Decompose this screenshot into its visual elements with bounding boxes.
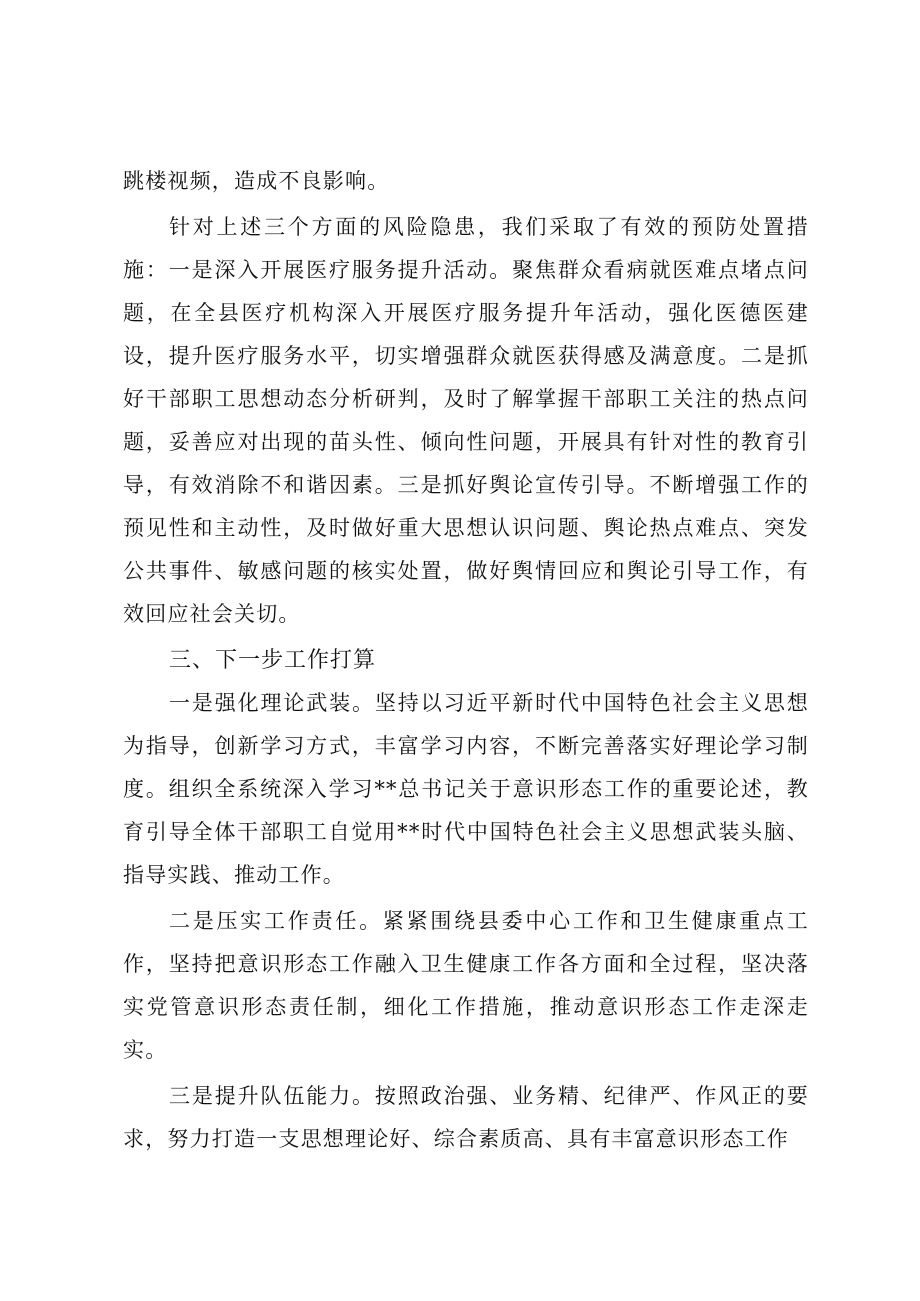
paragraph-responsibility: 二是压实工作责任。紧紧围绕县委中心工作和卫生健康重点工作，坚持把意识形态工作融入卫生健康工作各方面和全过程，坚决落实党管意识形态责任制，细化工作措施，推动意识形态工作走深走实。: [123, 909, 809, 1062]
document-body: [123, 160, 809, 1161]
section-heading-next-steps: 三、下一步工作打算: [169, 648, 377, 673]
paragraph-team-capability: 三是提升队伍能力。按照政治强、业务精、纪律严、作风正的要求，努力打造一支思想理论好、综合素质高、具有丰富意识形态工作: [123, 1084, 809, 1151]
paragraph-continuation: 跳楼视频，造成不良影响。: [123, 169, 390, 193]
paragraph-theory: 一是强化理论武装。坚持以习近平新时代中国特色社会主义思想为指导，创新学习方式，丰富学习内容，不断完善落实好理论学习制度。组织全系统深入学习**总书记关于意识形态工作的重要论述，教育引导全体干部职工自觉用**时代中国特色社会主义思想武装头脑、指导实践、推动工作。: [123, 691, 809, 887]
paragraph-risk-prevention: 针对上述三个方面的风险隐患，我们采取了有效的预防处置措施：一是深入开展医疗服务提升活动。聚焦群众看病就医难点堵点问题，在全县医疗机构深入开展医疗服务提升年活动，强化医德医建设，提升医疗服务水平，切实增强群众就医获得感及满意度。二是抓好干部职工思想动态分析研判，及时了解掌握干部职工关注的热点问题，妥善应对出现的苗头性、倾向性问题，开展具有针对性的教育引导，有效消除不和谐因素。三是抓好舆论宣传引导。不断增强工作的预见性和主动性，及时做好重大思想认识问题、舆论热点难点、突发公共事件、敏感问题的核实处置，做好舆情回应和舆论引导工作，有效回应社会关切。: [123, 215, 809, 626]
